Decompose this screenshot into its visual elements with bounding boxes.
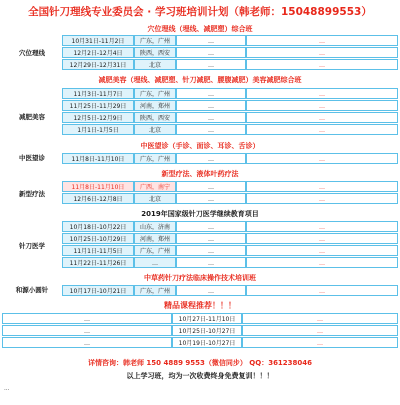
course-date: 10月27日-11月10日 bbox=[172, 313, 242, 324]
date-cell: 12月5日-12月9日 bbox=[62, 112, 134, 123]
section-header: 2019年国家级针刀医学继续教育项目 bbox=[141, 210, 259, 218]
price-cell: … bbox=[246, 153, 398, 164]
date-cell: 10月18日-10月22日 bbox=[62, 221, 134, 232]
table-row bbox=[2, 221, 398, 233]
price-cell: … bbox=[246, 221, 398, 232]
section-header: 穴位理线（埋线、减肥塑）综合班 bbox=[147, 25, 253, 33]
teacher-cell: … bbox=[176, 245, 246, 256]
section-header: 精品课程推荐！！！ bbox=[164, 301, 236, 310]
teacher-cell: … bbox=[176, 285, 246, 296]
table-row bbox=[2, 153, 398, 165]
city-cell: 北京 bbox=[134, 124, 176, 135]
city-cell: 河南，郑州 bbox=[134, 233, 176, 244]
city-cell: 陕西，西安 bbox=[134, 112, 176, 123]
city-cell: 河南，郑州 bbox=[134, 100, 176, 111]
city-cell: 北京 bbox=[134, 193, 176, 204]
course-date: 10月19日-10月27日 bbox=[172, 337, 242, 348]
course-row bbox=[2, 313, 398, 325]
city-cell: 广东，广州 bbox=[134, 88, 176, 99]
teacher-cell: … bbox=[176, 59, 246, 70]
course-date: 10月25日-10月27日 bbox=[172, 325, 242, 336]
date-cell: 10月31日-11月2日 bbox=[62, 35, 134, 46]
teacher-cell: … bbox=[176, 47, 246, 58]
category-label: 中医望诊 bbox=[19, 154, 45, 162]
date-cell: 11月3日-11月7日 bbox=[62, 88, 134, 99]
table-row bbox=[2, 47, 398, 59]
teacher-cell: … bbox=[176, 35, 246, 46]
course-price: … bbox=[242, 325, 398, 336]
price-cell: … bbox=[246, 112, 398, 123]
table-row bbox=[2, 285, 398, 297]
teacher-cell: … bbox=[176, 124, 246, 135]
category-label: 和源小圆针 bbox=[15, 286, 49, 294]
category-label: 新型疗法 bbox=[19, 190, 45, 198]
price-cell: … bbox=[246, 124, 398, 135]
price-cell: … bbox=[246, 193, 398, 204]
course-row bbox=[2, 337, 398, 349]
teacher-cell: … bbox=[176, 100, 246, 111]
section-header: 减肥美容（埋线、减肥塑、针刀减肥、腰腹减肥）美容减肥综合班 bbox=[98, 76, 302, 84]
table-row bbox=[2, 233, 398, 245]
footnote: … bbox=[4, 386, 10, 392]
course-price: … bbox=[242, 313, 398, 324]
course-name: … bbox=[2, 313, 172, 324]
table-row bbox=[2, 112, 398, 124]
teacher-cell: … bbox=[176, 233, 246, 244]
course-row bbox=[2, 325, 398, 337]
section-header: 中医望诊（手诊、面诊、耳诊、舌诊） bbox=[140, 142, 260, 150]
teacher-cell: … bbox=[176, 193, 246, 204]
course-name: … bbox=[2, 337, 172, 348]
city-cell: 北京 bbox=[134, 59, 176, 70]
price-cell: … bbox=[246, 233, 398, 244]
date-cell: 11月8日-11月10日 bbox=[62, 153, 134, 164]
city-cell: … bbox=[134, 257, 176, 268]
teacher-cell: … bbox=[176, 181, 246, 192]
date-cell: 12月6日-12月8日 bbox=[62, 193, 134, 204]
contact-line: 详情咨询：韩老师 150 4889 9553（微信同步） QQ：361238046 bbox=[87, 359, 313, 367]
teacher-cell: … bbox=[176, 257, 246, 268]
price-cell: … bbox=[246, 88, 398, 99]
date-cell: 12月29日-12月31日 bbox=[62, 59, 134, 70]
teacher-cell: … bbox=[176, 112, 246, 123]
table-row bbox=[2, 35, 398, 47]
table-row bbox=[2, 193, 398, 205]
city-cell: 广东，广州 bbox=[134, 35, 176, 46]
city-cell: 广西，南宁 bbox=[134, 181, 176, 192]
course-name: … bbox=[2, 325, 172, 336]
page-title: 全国针刀理线专业委员会 · 学习班培训计划（韩老师：15048899553） bbox=[28, 6, 372, 18]
teacher-cell: … bbox=[176, 221, 246, 232]
teacher-cell: … bbox=[176, 153, 246, 164]
price-cell: … bbox=[246, 35, 398, 46]
city-cell: 陕西，西安 bbox=[134, 47, 176, 58]
teacher-cell: … bbox=[176, 88, 246, 99]
price-cell: … bbox=[246, 59, 398, 70]
table-row bbox=[2, 257, 398, 269]
slogan-line: 以上学习班，均为一次收费终身免费复训！！！ bbox=[126, 372, 274, 380]
date-cell: 11月22日-11月26日 bbox=[62, 257, 134, 268]
date-cell: 12月2日-12月4日 bbox=[62, 47, 134, 58]
city-cell: 广东，广州 bbox=[134, 153, 176, 164]
city-cell: 广东，广州 bbox=[134, 285, 176, 296]
city-cell: 广东，广州 bbox=[134, 245, 176, 256]
price-cell: … bbox=[246, 285, 398, 296]
section-header: 新型疗法、液体叶药疗法 bbox=[161, 170, 239, 178]
section-header: 中草药针刀疗法临床操作技术培训班 bbox=[144, 274, 256, 282]
price-cell: … bbox=[246, 181, 398, 192]
category-label: 针刀医学 bbox=[19, 242, 45, 250]
price-cell: … bbox=[246, 47, 398, 58]
table-row bbox=[2, 59, 398, 71]
course-price: … bbox=[242, 337, 398, 348]
price-cell: … bbox=[246, 245, 398, 256]
table-row bbox=[2, 88, 398, 100]
category-label: 减肥美容 bbox=[19, 113, 45, 121]
date-cell: 11月8日-11月10日 bbox=[62, 181, 134, 192]
table-row bbox=[2, 181, 398, 193]
date-cell: 11月1日-11月5日 bbox=[62, 245, 134, 256]
category-label: 穴位理线 bbox=[19, 49, 45, 57]
city-cell: 山东，济南 bbox=[134, 221, 176, 232]
price-cell: … bbox=[246, 100, 398, 111]
price-cell: … bbox=[246, 257, 398, 268]
date-cell: 10月17日-10月21日 bbox=[62, 285, 134, 296]
table-row bbox=[2, 245, 398, 257]
date-cell: 1月1日-1月5日 bbox=[62, 124, 134, 135]
table-row bbox=[2, 100, 398, 112]
table-row bbox=[2, 124, 398, 136]
date-cell: 10月25日-10月29日 bbox=[62, 233, 134, 244]
date-cell: 11月25日-11月29日 bbox=[62, 100, 134, 111]
